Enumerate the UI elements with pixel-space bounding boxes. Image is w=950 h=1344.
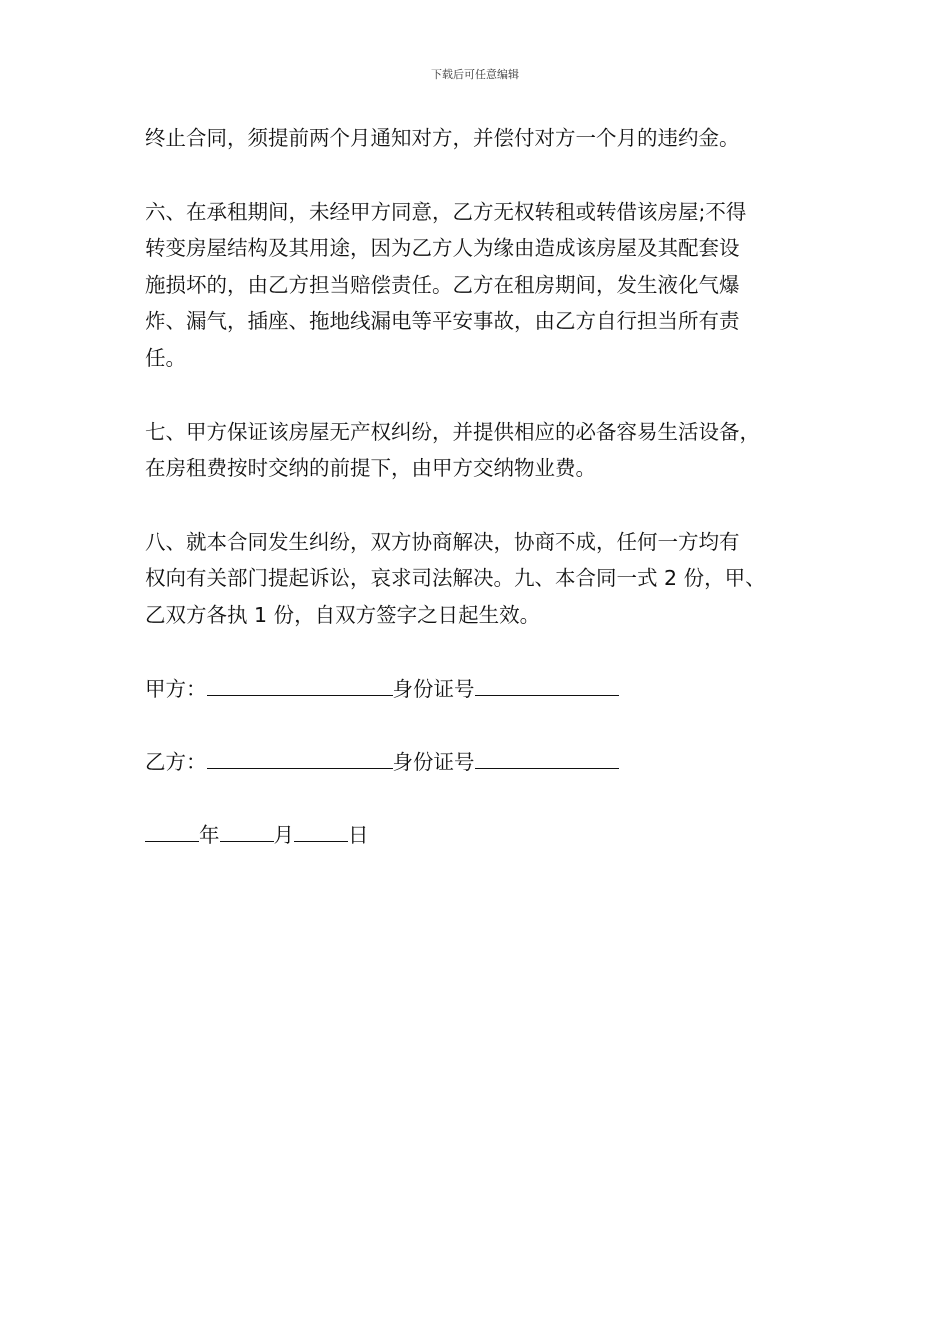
month-blank[interactable] xyxy=(220,817,274,842)
party-a-name-blank[interactable] xyxy=(207,671,393,696)
paragraph-clause-8 xyxy=(145,524,825,634)
date-line xyxy=(145,817,825,854)
text-line: 在房租费按时交纳的前提下，由甲方交纳物业费。 xyxy=(145,456,596,481)
paragraph-continuation xyxy=(145,120,825,157)
page-header: 下载后可任意编辑 xyxy=(431,68,519,81)
text-line: 施损坏的，由乙方担当赔偿责任。乙方在租房期间，发生液化气爆 xyxy=(145,272,740,297)
document-body xyxy=(145,120,825,890)
text-line: 转变房屋结构及其用途，因为乙方人为缘由造成该房屋及其配套设 xyxy=(145,236,740,261)
text-line: 七、甲方保证该房屋无产权纠纷，并提供相应的必备容易生活设备， xyxy=(145,419,760,444)
id-number-label: 身份证号 xyxy=(392,749,475,774)
year-label: 年 xyxy=(199,822,220,847)
party-a-id-blank[interactable] xyxy=(475,671,619,696)
text-line: 权向有关部门提起诉讼，哀求司法解决。九、本合同一式 2 份，甲、 xyxy=(145,566,766,591)
year-blank[interactable] xyxy=(145,817,199,842)
text-line: 六、在承租期间，未经甲方同意，乙方无权转租或转借该房屋;不得 xyxy=(145,199,747,224)
paragraph-clause-7 xyxy=(145,414,825,487)
paragraph-clause-6 xyxy=(145,194,825,377)
text-line: 乙双方各执 1 份，自双方签字之日起生效。 xyxy=(145,602,541,627)
text-line: 八、就本合同发生纠纷，双方协商解决，协商不成，任何一方均有 xyxy=(145,529,740,554)
text-line: 任。 xyxy=(145,345,186,370)
day-blank[interactable] xyxy=(294,817,348,842)
party-a-label: 甲方： xyxy=(145,676,207,701)
signature-line-party-a xyxy=(145,671,825,708)
text-line: 终止合同，须提前两个月通知对方，并偿付对方一个月的违约金。 xyxy=(145,126,740,150)
day-label: 日 xyxy=(348,822,369,847)
party-b-name-blank[interactable] xyxy=(207,744,393,769)
signature-line-party-b xyxy=(145,744,825,781)
id-number-label: 身份证号 xyxy=(392,676,475,701)
party-b-label: 乙方： xyxy=(145,749,207,774)
text-line: 炸、漏气，插座、拖地线漏电等平安事故，由乙方自行担当所有责 xyxy=(145,309,740,334)
party-b-id-blank[interactable] xyxy=(475,744,619,769)
month-label: 月 xyxy=(273,822,294,847)
